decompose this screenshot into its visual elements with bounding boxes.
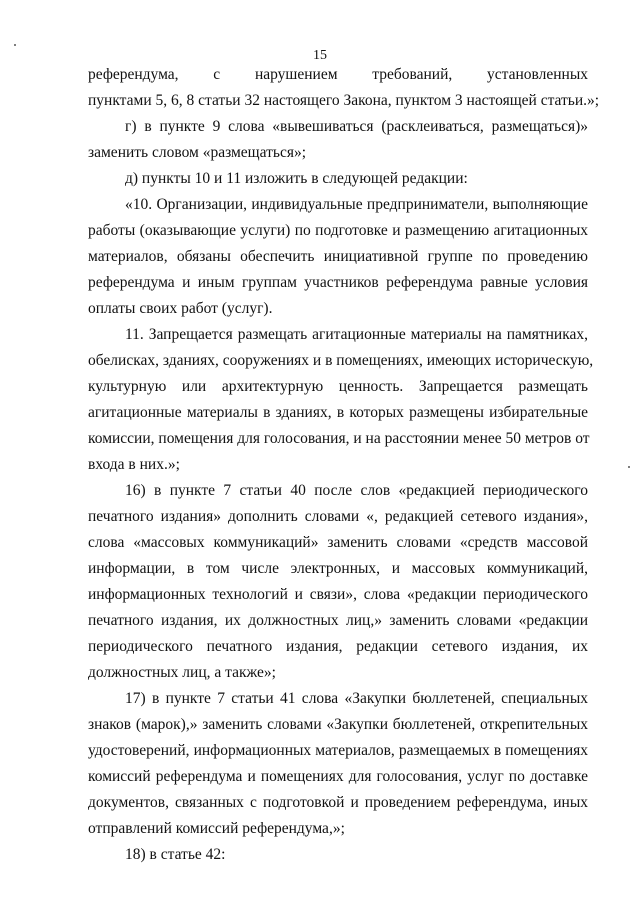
paragraph-p6 xyxy=(88,478,588,686)
text-line: заменить словом «размещаться»; xyxy=(88,144,307,161)
paragraph-p1 xyxy=(88,62,600,114)
text-line: обелисках, зданиях, сооружениях и в помещениях, имеющих историческую, xyxy=(88,352,594,369)
text-line: должностных лиц, а также»; xyxy=(88,664,276,681)
paragraph-p3 xyxy=(88,166,588,192)
text-line: 17) в пункте 7 статьи 41 слова «Закупки бюллетеней, специальных xyxy=(125,690,588,707)
paragraph-p5 xyxy=(88,322,594,478)
text-line: «10. Организации, индивидуальные предприниматели, выполняющие xyxy=(125,196,588,213)
paragraph-p7 xyxy=(88,686,588,842)
text-line: документов, связанных с подготовкой и проведением референдума, иных xyxy=(88,794,588,811)
text-line: входа в них.»; xyxy=(88,456,180,473)
page-number: 15 xyxy=(313,48,327,63)
text-line: печатного издания» дополнить словами «, редакцией сетевого издания», xyxy=(88,508,588,525)
text-line: информации, в том числе электронных, и массовых коммуникаций, xyxy=(88,560,588,577)
text-line: отправлений комиссий референдума,»; xyxy=(88,820,345,837)
text-line: печатного издания, их должностных лиц,» заменить словами «редакции xyxy=(88,612,588,629)
text-line: слова «массовых коммуникаций» заменить словами «средств массовой xyxy=(88,534,588,551)
text-line: работы (оказывающие услуги) по подготовке и размещению агитационных xyxy=(88,222,588,239)
text-line: 11. Запрещается размещать агитационные материалы на памятниках, xyxy=(125,326,588,343)
document-body xyxy=(88,62,600,868)
text-line: 18) в статье 42: xyxy=(125,846,226,863)
text-line: материалов, обязаны обеспечить инициативной группе по проведению xyxy=(88,248,588,265)
paragraph-p8 xyxy=(88,842,588,868)
text-line: оплаты своих работ (услуг). xyxy=(88,300,273,317)
text-line: удостоверений, информационных материалов, размещаемых в помещениях xyxy=(88,742,588,759)
text-line: комиссий референдума и помещениях для голосования, услуг по доставке xyxy=(88,768,588,785)
scan-speck xyxy=(14,44,16,46)
paragraph-p4 xyxy=(88,192,588,322)
text-line: референдума, с нарушением требований, установленных xyxy=(88,66,588,83)
text-line: информационных технологий и связи», слова «редакции периодического xyxy=(88,586,588,603)
text-line: комиссии, помещения для голосования, и на расстоянии менее 50 метров от xyxy=(88,430,590,447)
text-line: знаков (марок),» заменить словами «Закупки бюллетеней, открепительных xyxy=(88,716,588,733)
text-line: культурную или архитектурную ценность. Запрещается размещать xyxy=(88,378,588,395)
text-line: г) в пункте 9 слова «вывешиваться (расклеиваться, размещаться)» xyxy=(125,118,588,135)
scan-speck xyxy=(628,466,630,468)
paragraph-p2 xyxy=(88,114,588,166)
text-line: 16) в пункте 7 статьи 40 после слов «редакцией периодического xyxy=(125,482,588,499)
text-line: агитационные материалы в зданиях, в которых размещены избирательные xyxy=(88,404,588,421)
text-line: периодического печатного издания, редакции сетевого издания, их xyxy=(88,638,588,655)
text-line: референдума и иным группам участников референдума равные условия xyxy=(88,274,588,291)
text-line: пунктами 5, 6, 8 статьи 32 настоящего Закона, пунктом 3 настоящей статьи.»; xyxy=(88,92,600,109)
text-line: д) пункты 10 и 11 изложить в следующей редакции: xyxy=(125,170,468,187)
